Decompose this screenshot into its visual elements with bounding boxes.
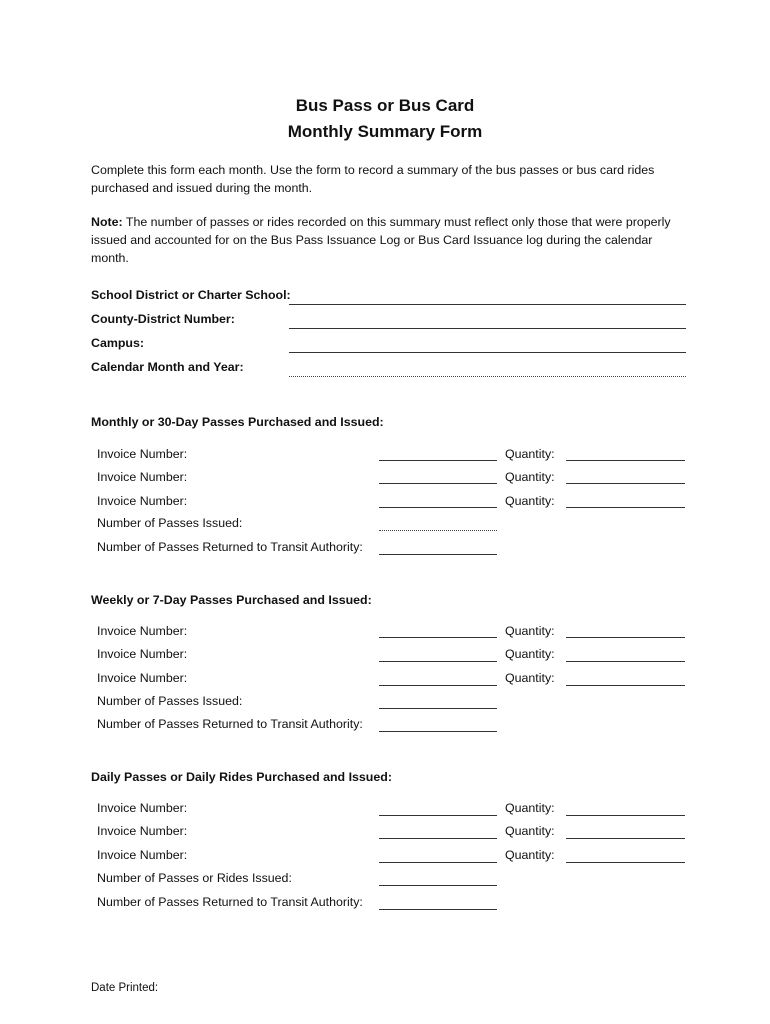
quantity-label: Quantity: (505, 447, 555, 461)
note-label: Note: (91, 215, 123, 229)
invoice-label: Invoice Number: (97, 447, 188, 461)
quantity-field[interactable] (566, 460, 685, 461)
quantity-field[interactable] (566, 507, 685, 508)
passes-issued-field[interactable] (379, 708, 497, 709)
district-label: School District or Charter School: (91, 288, 291, 302)
rides-issued-label: Number of Passes or Rides Issued: (97, 871, 292, 885)
campus-field[interactable] (289, 352, 686, 353)
form-title-line2: Monthly Summary Form (287, 122, 483, 141)
quantity-label: Quantity: (505, 671, 555, 685)
invoice-number-field[interactable] (379, 685, 497, 686)
quantity-field[interactable] (566, 815, 685, 816)
invoice-label: Invoice Number: (97, 494, 188, 508)
invoice-number-field[interactable] (379, 661, 497, 662)
rides-issued-field[interactable] (379, 885, 497, 886)
quantity-field[interactable] (566, 838, 685, 839)
quantity-field[interactable] (566, 637, 685, 638)
passes-returned-field[interactable] (379, 554, 497, 555)
invoice-number-field[interactable] (379, 483, 497, 484)
month-year-field[interactable] (289, 376, 686, 377)
invoice-number-field[interactable] (379, 838, 497, 839)
passes-returned-label: Number of Passes Returned to Transit Authority: (97, 540, 363, 554)
passes-returned-field[interactable] (379, 731, 497, 732)
invoice-label: Invoice Number: (97, 624, 188, 638)
date-printed-label: Date Printed: (91, 982, 159, 994)
passes-returned-label: Number of Passes Returned to Transit Authority: (97, 895, 363, 909)
county-field[interactable] (289, 328, 686, 329)
quantity-field[interactable] (566, 483, 685, 484)
passes-returned-label: Number of Passes Returned to Transit Authority: (97, 717, 363, 731)
passes-returned-field[interactable] (379, 909, 497, 910)
invoice-label: Invoice Number: (97, 671, 188, 685)
monthly-section-title: Monthly or 30-Day Passes Purchased and Issued: (91, 415, 384, 429)
quantity-label: Quantity: (505, 624, 555, 638)
passes-issued-label: Number of Passes Issued: (97, 694, 243, 708)
note-text: The number of passes or rides recorded on this summary must reflect only those that were properly issued and accounted for on the Bus Pass Issuance Log or Bus Card Issuance log during the calendar month. (91, 215, 671, 265)
quantity-field[interactable] (566, 862, 685, 863)
invoice-number-field[interactable] (379, 460, 497, 461)
district-field[interactable] (289, 304, 686, 305)
quantity-label: Quantity: (505, 470, 555, 484)
invoice-label: Invoice Number: (97, 801, 188, 815)
quantity-label: Quantity: (505, 824, 555, 838)
month-year-label: Calendar Month and Year: (91, 360, 244, 374)
invoice-label: Invoice Number: (97, 647, 188, 661)
invoice-number-field[interactable] (379, 507, 497, 508)
note-paragraph (91, 213, 691, 267)
quantity-field[interactable] (566, 661, 685, 662)
invoice-label: Invoice Number: (97, 848, 188, 862)
campus-label: Campus: (91, 336, 145, 350)
invoice-number-field[interactable] (379, 862, 497, 863)
form-title-line1: Bus Pass or Bus Card (295, 96, 475, 115)
daily-section-title: Daily Passes or Daily Rides Purchased and Issued: (91, 770, 392, 784)
invoice-label: Invoice Number: (97, 824, 188, 838)
passes-issued-field[interactable] (379, 530, 497, 531)
quantity-field[interactable] (566, 685, 685, 686)
invoice-number-field[interactable] (379, 637, 497, 638)
weekly-section-title: Weekly or 7-Day Passes Purchased and Issued: (91, 593, 372, 607)
invoice-label: Invoice Number: (97, 470, 188, 484)
quantity-label: Quantity: (505, 848, 555, 862)
county-label: County-District Number: (91, 312, 235, 326)
passes-issued-label: Number of Passes Issued: (97, 516, 243, 530)
invoice-number-field[interactable] (379, 815, 497, 816)
quantity-label: Quantity: (505, 494, 555, 508)
quantity-label: Quantity: (505, 801, 555, 815)
quantity-label: Quantity: (505, 647, 555, 661)
intro-paragraph: Complete this form each month. Use the form to record a summary of the bus passes or bus card rides purchased and issued during the month. (91, 163, 655, 195)
